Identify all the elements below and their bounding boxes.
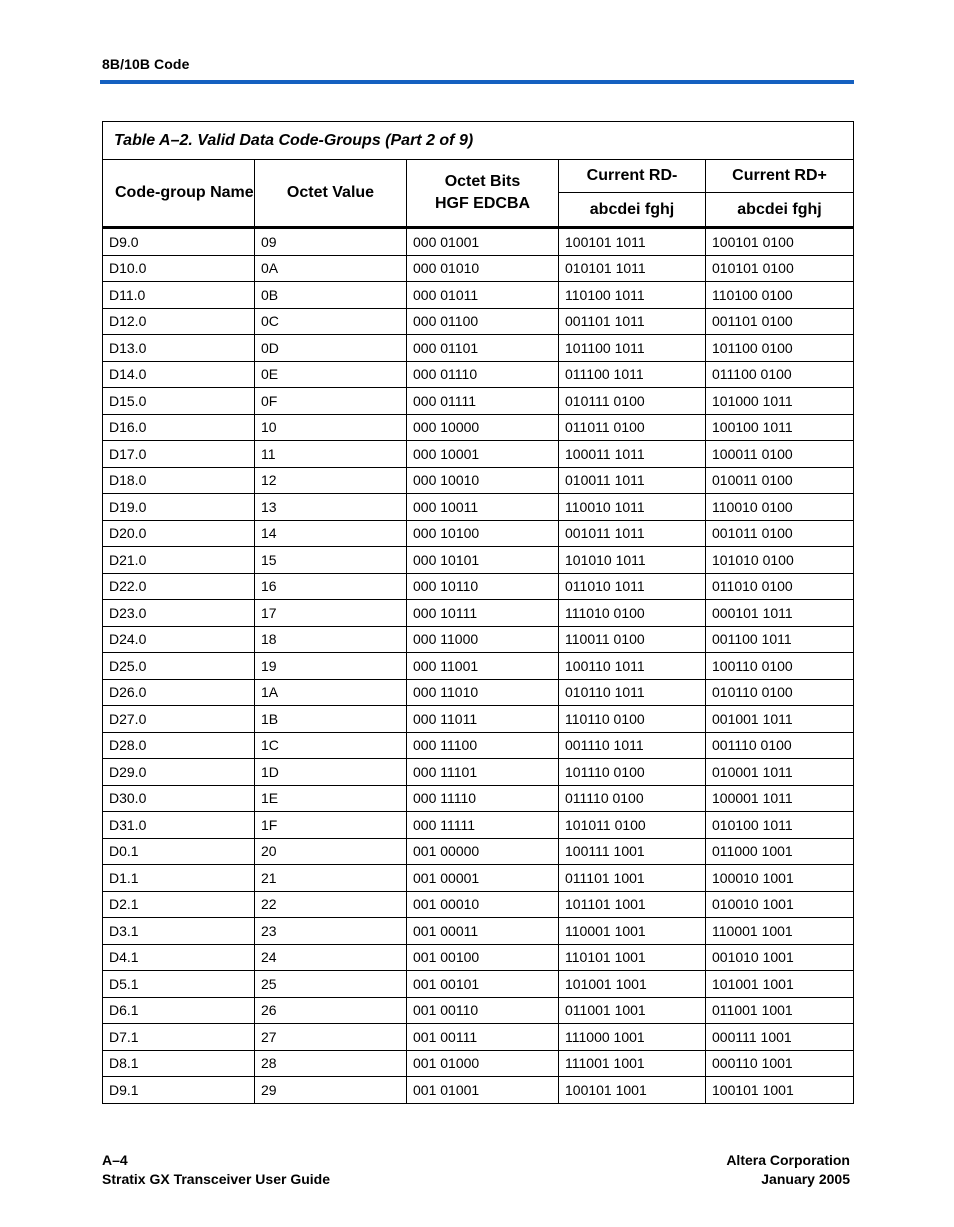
cell-octet-value: 13 bbox=[255, 494, 407, 521]
table-row bbox=[103, 282, 854, 309]
table-row bbox=[103, 653, 854, 680]
cell-octet-value: 26 bbox=[255, 997, 407, 1024]
cell-octet-bits: 000 10110 bbox=[407, 573, 559, 600]
cell-octet-value: 09 bbox=[255, 228, 407, 256]
cell-code-group-name: D8.1 bbox=[103, 1050, 255, 1077]
table-row bbox=[103, 494, 854, 521]
table-row bbox=[103, 573, 854, 600]
table-row bbox=[103, 812, 854, 839]
cell-rd-plus: 101001 1001 bbox=[706, 971, 854, 998]
cell-octet-value: 25 bbox=[255, 971, 407, 998]
cell-octet-value: 10 bbox=[255, 414, 407, 441]
cell-code-group-name: D28.0 bbox=[103, 732, 255, 759]
header-rule bbox=[100, 80, 854, 84]
cell-code-group-name: D24.0 bbox=[103, 626, 255, 653]
cell-octet-value: 21 bbox=[255, 865, 407, 892]
cell-rd-minus: 100101 1001 bbox=[559, 1077, 706, 1104]
cell-rd-plus: 000101 1011 bbox=[706, 600, 854, 627]
cell-rd-minus: 011011 0100 bbox=[559, 414, 706, 441]
cell-octet-value: 23 bbox=[255, 918, 407, 945]
cell-octet-bits: 001 00100 bbox=[407, 944, 559, 971]
cell-octet-bits: 001 00101 bbox=[407, 971, 559, 998]
cell-code-group-name: D19.0 bbox=[103, 494, 255, 521]
cell-rd-minus: 100101 1011 bbox=[559, 228, 706, 256]
table-caption: Table A–2. Valid Data Code-Groups (Part 2 of 9) bbox=[103, 122, 854, 160]
cell-code-group-name: D16.0 bbox=[103, 414, 255, 441]
cell-octet-bits: 000 10000 bbox=[407, 414, 559, 441]
table-row bbox=[103, 706, 854, 733]
document-title: Stratix GX Transceiver User Guide bbox=[102, 1171, 330, 1187]
table-row bbox=[103, 547, 854, 574]
cell-octet-bits: 001 01000 bbox=[407, 1050, 559, 1077]
cell-octet-value: 0B bbox=[255, 282, 407, 309]
cell-octet-value: 0E bbox=[255, 361, 407, 388]
header-current-rd-minus: Current RD- bbox=[559, 160, 706, 193]
cell-code-group-name: D5.1 bbox=[103, 971, 255, 998]
cell-rd-plus: 100011 0100 bbox=[706, 441, 854, 468]
cell-rd-plus: 101010 0100 bbox=[706, 547, 854, 574]
cell-rd-plus: 100101 1001 bbox=[706, 1077, 854, 1104]
cell-rd-minus: 001110 1011 bbox=[559, 732, 706, 759]
header-octet-bits-line1: Octet Bits bbox=[444, 173, 521, 190]
table-row bbox=[103, 1050, 854, 1077]
cell-octet-bits: 001 00011 bbox=[407, 918, 559, 945]
cell-rd-minus: 110101 1001 bbox=[559, 944, 706, 971]
code-group-table-container bbox=[102, 121, 853, 1104]
cell-octet-value: 11 bbox=[255, 441, 407, 468]
cell-rd-minus: 011110 0100 bbox=[559, 785, 706, 812]
table-row bbox=[103, 997, 854, 1024]
table-row bbox=[103, 759, 854, 786]
cell-code-group-name: D12.0 bbox=[103, 308, 255, 335]
table-row bbox=[103, 918, 854, 945]
cell-rd-plus: 001110 0100 bbox=[706, 732, 854, 759]
cell-code-group-name: D1.1 bbox=[103, 865, 255, 892]
table-row bbox=[103, 361, 854, 388]
cell-octet-value: 1B bbox=[255, 706, 407, 733]
cell-octet-value: 1D bbox=[255, 759, 407, 786]
cell-code-group-name: D25.0 bbox=[103, 653, 255, 680]
table-row bbox=[103, 335, 854, 362]
table-row bbox=[103, 679, 854, 706]
cell-rd-plus: 010011 0100 bbox=[706, 467, 854, 494]
footer-right bbox=[726, 1151, 850, 1189]
cell-rd-plus: 011000 1001 bbox=[706, 838, 854, 865]
valid-data-code-groups-table bbox=[102, 121, 854, 1104]
cell-code-group-name: D23.0 bbox=[103, 600, 255, 627]
table-row bbox=[103, 626, 854, 653]
cell-code-group-name: D30.0 bbox=[103, 785, 255, 812]
cell-rd-minus: 011001 1001 bbox=[559, 997, 706, 1024]
cell-octet-value: 0A bbox=[255, 255, 407, 282]
cell-rd-plus: 110100 0100 bbox=[706, 282, 854, 309]
cell-code-group-name: D13.0 bbox=[103, 335, 255, 362]
cell-rd-plus: 001011 0100 bbox=[706, 520, 854, 547]
cell-rd-plus: 100110 0100 bbox=[706, 653, 854, 680]
cell-octet-value: 28 bbox=[255, 1050, 407, 1077]
table-row bbox=[103, 971, 854, 998]
cell-rd-minus: 110011 0100 bbox=[559, 626, 706, 653]
cell-code-group-name: D21.0 bbox=[103, 547, 255, 574]
cell-rd-plus: 011100 0100 bbox=[706, 361, 854, 388]
cell-code-group-name: D17.0 bbox=[103, 441, 255, 468]
cell-octet-value: 1C bbox=[255, 732, 407, 759]
cell-rd-plus: 100101 0100 bbox=[706, 228, 854, 256]
company-name: Altera Corporation bbox=[726, 1152, 850, 1168]
cell-rd-minus: 001101 1011 bbox=[559, 308, 706, 335]
cell-octet-bits: 000 11010 bbox=[407, 679, 559, 706]
cell-code-group-name: D27.0 bbox=[103, 706, 255, 733]
cell-rd-plus: 001101 0100 bbox=[706, 308, 854, 335]
cell-octet-value: 1E bbox=[255, 785, 407, 812]
cell-octet-value: 18 bbox=[255, 626, 407, 653]
cell-rd-minus: 011100 1011 bbox=[559, 361, 706, 388]
cell-rd-minus: 101101 1001 bbox=[559, 891, 706, 918]
table-row bbox=[103, 414, 854, 441]
table-row bbox=[103, 785, 854, 812]
cell-rd-minus: 110100 1011 bbox=[559, 282, 706, 309]
cell-rd-plus: 001010 1001 bbox=[706, 944, 854, 971]
table-row bbox=[103, 255, 854, 282]
table-row bbox=[103, 865, 854, 892]
cell-octet-value: 1A bbox=[255, 679, 407, 706]
cell-rd-minus: 110001 1001 bbox=[559, 918, 706, 945]
cell-rd-plus: 010100 1011 bbox=[706, 812, 854, 839]
header-current-rd-plus: Current RD+ bbox=[706, 160, 854, 193]
cell-code-group-name: D18.0 bbox=[103, 467, 255, 494]
cell-rd-minus: 100110 1011 bbox=[559, 653, 706, 680]
table-row bbox=[103, 1077, 854, 1104]
header-rd-plus-bits: abcdei fghj bbox=[706, 193, 854, 228]
table-row bbox=[103, 1024, 854, 1051]
cell-code-group-name: D4.1 bbox=[103, 944, 255, 971]
cell-rd-plus: 000111 1001 bbox=[706, 1024, 854, 1051]
cell-octet-value: 14 bbox=[255, 520, 407, 547]
cell-octet-value: 0D bbox=[255, 335, 407, 362]
cell-octet-value: 0C bbox=[255, 308, 407, 335]
cell-octet-bits: 000 10011 bbox=[407, 494, 559, 521]
cell-octet-bits: 000 11001 bbox=[407, 653, 559, 680]
cell-rd-minus: 100111 1001 bbox=[559, 838, 706, 865]
cell-octet-bits: 000 11000 bbox=[407, 626, 559, 653]
cell-octet-bits: 000 01011 bbox=[407, 282, 559, 309]
cell-rd-plus: 101000 1011 bbox=[706, 388, 854, 415]
cell-rd-plus: 100100 1011 bbox=[706, 414, 854, 441]
page-number: A–4 bbox=[102, 1152, 128, 1168]
cell-octet-value: 19 bbox=[255, 653, 407, 680]
cell-rd-plus: 110001 1001 bbox=[706, 918, 854, 945]
cell-code-group-name: D14.0 bbox=[103, 361, 255, 388]
cell-rd-plus: 010010 1001 bbox=[706, 891, 854, 918]
header-rd-minus-bits: abcdei fghj bbox=[559, 193, 706, 228]
cell-rd-minus: 010101 1011 bbox=[559, 255, 706, 282]
cell-octet-bits: 001 00111 bbox=[407, 1024, 559, 1051]
table-row bbox=[103, 441, 854, 468]
cell-rd-plus: 000110 1001 bbox=[706, 1050, 854, 1077]
cell-rd-minus: 010011 1011 bbox=[559, 467, 706, 494]
cell-octet-bits: 000 01111 bbox=[407, 388, 559, 415]
cell-octet-bits: 000 11111 bbox=[407, 812, 559, 839]
cell-octet-value: 0F bbox=[255, 388, 407, 415]
cell-rd-plus: 001001 1011 bbox=[706, 706, 854, 733]
cell-octet-value: 12 bbox=[255, 467, 407, 494]
table-row bbox=[103, 228, 854, 256]
cell-code-group-name: D3.1 bbox=[103, 918, 255, 945]
cell-octet-value: 29 bbox=[255, 1077, 407, 1104]
cell-octet-bits: 000 01100 bbox=[407, 308, 559, 335]
cell-octet-bits: 000 01101 bbox=[407, 335, 559, 362]
cell-octet-bits: 000 11101 bbox=[407, 759, 559, 786]
publication-date: January 2005 bbox=[761, 1171, 850, 1187]
table-row bbox=[103, 732, 854, 759]
cell-rd-minus: 011010 1011 bbox=[559, 573, 706, 600]
cell-rd-plus: 010001 1011 bbox=[706, 759, 854, 786]
header-octet-value: Octet Value bbox=[255, 160, 407, 228]
cell-rd-minus: 101110 0100 bbox=[559, 759, 706, 786]
cell-octet-value: 24 bbox=[255, 944, 407, 971]
cell-octet-bits: 001 00001 bbox=[407, 865, 559, 892]
cell-code-group-name: D11.0 bbox=[103, 282, 255, 309]
header-octet-bits-line2: HGF EDCBA bbox=[434, 195, 531, 212]
cell-rd-plus: 110010 0100 bbox=[706, 494, 854, 521]
cell-code-group-name: D20.0 bbox=[103, 520, 255, 547]
cell-octet-value: 17 bbox=[255, 600, 407, 627]
header-code-group-name: Code-group Name bbox=[103, 160, 255, 228]
cell-rd-minus: 110110 0100 bbox=[559, 706, 706, 733]
header-octet-bits bbox=[407, 160, 559, 228]
cell-code-group-name: D10.0 bbox=[103, 255, 255, 282]
cell-rd-minus: 010111 0100 bbox=[559, 388, 706, 415]
cell-rd-minus: 001011 1011 bbox=[559, 520, 706, 547]
cell-octet-value: 15 bbox=[255, 547, 407, 574]
cell-rd-plus: 011001 1001 bbox=[706, 997, 854, 1024]
cell-octet-bits: 000 01010 bbox=[407, 255, 559, 282]
cell-rd-minus: 111000 1001 bbox=[559, 1024, 706, 1051]
cell-rd-plus: 101100 0100 bbox=[706, 335, 854, 362]
table-row bbox=[103, 467, 854, 494]
cell-rd-minus: 101100 1011 bbox=[559, 335, 706, 362]
cell-octet-value: 16 bbox=[255, 573, 407, 600]
cell-rd-plus: 001100 1011 bbox=[706, 626, 854, 653]
cell-octet-bits: 000 11100 bbox=[407, 732, 559, 759]
cell-octet-bits: 000 10111 bbox=[407, 600, 559, 627]
footer-left bbox=[102, 1151, 330, 1189]
cell-code-group-name: D7.1 bbox=[103, 1024, 255, 1051]
cell-code-group-name: D15.0 bbox=[103, 388, 255, 415]
cell-rd-minus: 010110 1011 bbox=[559, 679, 706, 706]
cell-rd-minus: 101011 0100 bbox=[559, 812, 706, 839]
cell-octet-bits: 001 00110 bbox=[407, 997, 559, 1024]
cell-octet-bits: 000 01110 bbox=[407, 361, 559, 388]
table-row bbox=[103, 838, 854, 865]
cell-rd-minus: 110010 1011 bbox=[559, 494, 706, 521]
cell-rd-minus: 100011 1011 bbox=[559, 441, 706, 468]
cell-rd-plus: 100010 1001 bbox=[706, 865, 854, 892]
section-title: 8B/10B Code bbox=[102, 56, 190, 72]
cell-rd-plus: 010101 0100 bbox=[706, 255, 854, 282]
table-row bbox=[103, 520, 854, 547]
table-row bbox=[103, 944, 854, 971]
cell-octet-bits: 000 01001 bbox=[407, 228, 559, 256]
table-row bbox=[103, 600, 854, 627]
cell-octet-bits: 001 00000 bbox=[407, 838, 559, 865]
cell-rd-plus: 010110 0100 bbox=[706, 679, 854, 706]
cell-code-group-name: D29.0 bbox=[103, 759, 255, 786]
cell-code-group-name: D22.0 bbox=[103, 573, 255, 600]
cell-octet-value: 22 bbox=[255, 891, 407, 918]
cell-rd-minus: 111001 1001 bbox=[559, 1050, 706, 1077]
cell-octet-bits: 000 10010 bbox=[407, 467, 559, 494]
cell-octet-bits: 000 10001 bbox=[407, 441, 559, 468]
cell-octet-bits: 000 10101 bbox=[407, 547, 559, 574]
table-body bbox=[103, 228, 854, 1104]
cell-octet-bits: 000 10100 bbox=[407, 520, 559, 547]
table-row bbox=[103, 388, 854, 415]
cell-code-group-name: D2.1 bbox=[103, 891, 255, 918]
table-row bbox=[103, 308, 854, 335]
cell-octet-value: 20 bbox=[255, 838, 407, 865]
cell-octet-bits: 001 01001 bbox=[407, 1077, 559, 1104]
cell-octet-bits: 001 00010 bbox=[407, 891, 559, 918]
cell-code-group-name: D31.0 bbox=[103, 812, 255, 839]
cell-rd-plus: 100001 1011 bbox=[706, 785, 854, 812]
cell-code-group-name: D9.1 bbox=[103, 1077, 255, 1104]
cell-rd-minus: 101010 1011 bbox=[559, 547, 706, 574]
cell-code-group-name: D26.0 bbox=[103, 679, 255, 706]
cell-rd-minus: 111010 0100 bbox=[559, 600, 706, 627]
cell-code-group-name: D9.0 bbox=[103, 228, 255, 256]
cell-code-group-name: D0.1 bbox=[103, 838, 255, 865]
cell-octet-value: 1F bbox=[255, 812, 407, 839]
cell-code-group-name: D6.1 bbox=[103, 997, 255, 1024]
cell-octet-bits: 000 11011 bbox=[407, 706, 559, 733]
cell-octet-bits: 000 11110 bbox=[407, 785, 559, 812]
cell-octet-value: 27 bbox=[255, 1024, 407, 1051]
cell-rd-plus: 011010 0100 bbox=[706, 573, 854, 600]
table-row bbox=[103, 891, 854, 918]
cell-rd-minus: 011101 1001 bbox=[559, 865, 706, 892]
cell-rd-minus: 101001 1001 bbox=[559, 971, 706, 998]
